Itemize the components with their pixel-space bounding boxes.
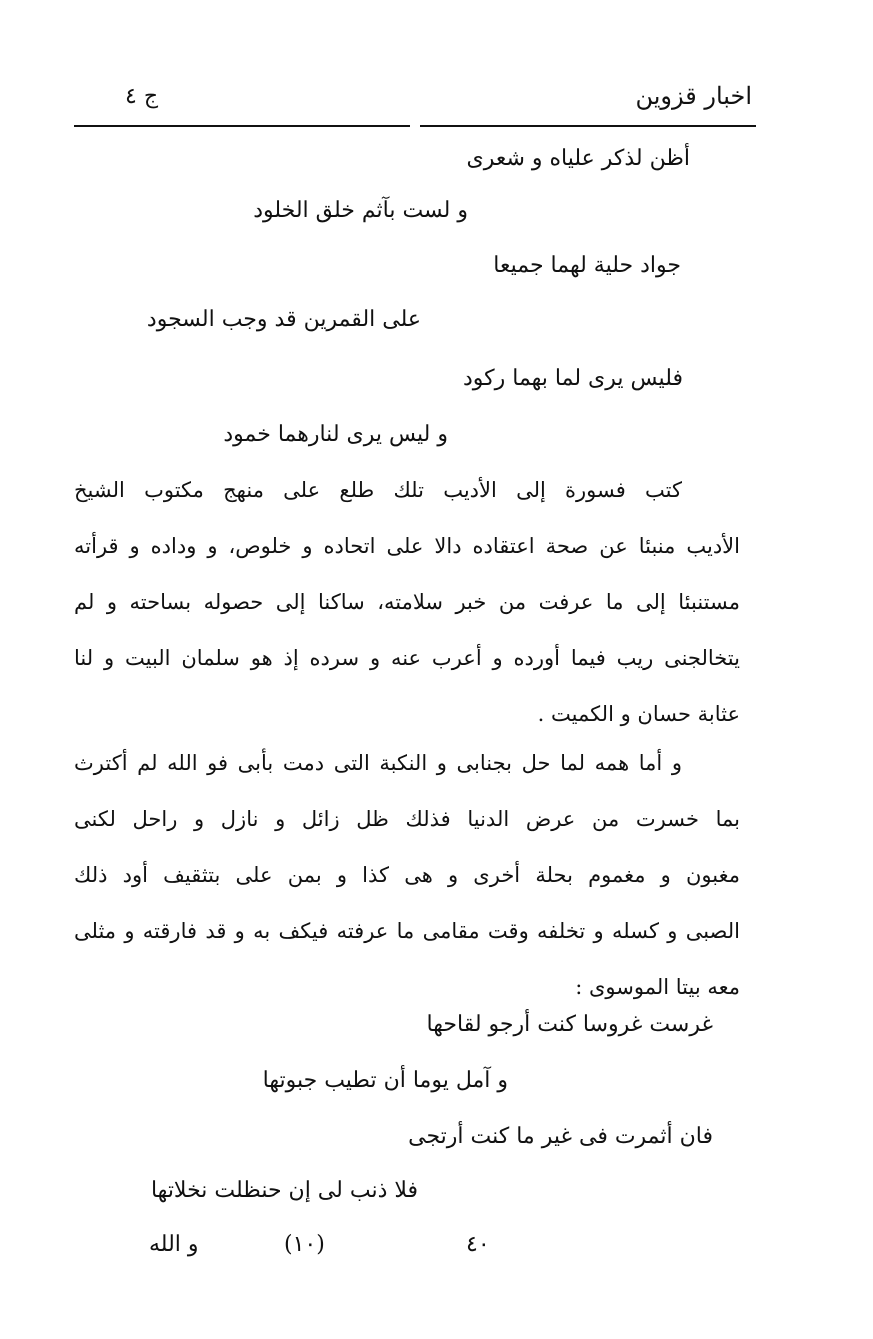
- text-line: بما خسرت من عرض الدنيا فذلك ظل زائل و نازل و راحل لكنى: [74, 807, 740, 831]
- verse-line: فليس يرى لما بهما ركود: [462, 366, 683, 391]
- page-footer: [74, 1232, 764, 1272]
- verse-line: و آمل يوما أن تطيب جبوتها: [262, 1068, 508, 1093]
- text-line: الصبى و كسله و تخلفه وقت مقامى ما عرفته فيكف به و قد فارقته و مثلى: [74, 919, 740, 943]
- verse-line: فلا ذنب لى إن حنظلت نخلاتها: [150, 1178, 418, 1203]
- running-title: اخبار قزوين: [635, 82, 752, 110]
- text-line: معه بيتا الموسوى :: [575, 975, 740, 999]
- paragraph: [74, 462, 740, 742]
- verse-line: أظن لذكر علياه و شعرى: [466, 146, 690, 171]
- text-line: مستنبئا إلى ما عرفت من خبر سلامته، ساكنا إلى حصوله بساحته و لم: [74, 590, 740, 614]
- verse-line: فان أثمرت فى غير ما كنت أرتجى: [408, 1124, 713, 1149]
- catchword: و الله: [149, 1232, 199, 1257]
- verse-line: غرست غروسا كنت أرجو لقاحها: [426, 1012, 713, 1037]
- running-header: [70, 78, 760, 118]
- part-number: ج ٤: [125, 84, 159, 109]
- text-line: الأديب منبئا عن صحة اعتقاده دالا على اتحاده و خلوص، و وداده و قرأته: [74, 534, 740, 558]
- verse-line: على القمرين قد وجب السجود: [146, 307, 421, 332]
- text-line: مغبون و مغموم بحلة أخرى و هى كذا و بمن على بتثقيف أود ذلك: [74, 863, 740, 887]
- header-rule-left: [74, 125, 410, 127]
- signature-mark: (١٠): [284, 1232, 325, 1257]
- verse-line: و ليس يرى لنارهما خمود: [223, 422, 448, 447]
- text-line: يتخالجنى ريب فيما أورده و أعرب عنه و سرده إذ هو سلمان البيت و لنا: [74, 646, 740, 670]
- verse-line: جواد حلية لهما جميعا: [493, 253, 681, 278]
- paragraph: [74, 735, 740, 1015]
- header-rule-right: [420, 125, 756, 127]
- page-number: ٤٠: [466, 1232, 490, 1257]
- verse-line: و لست بآثم خلق الخلود: [253, 198, 468, 223]
- text-line: عثابة حسان و الكميت .: [537, 702, 740, 726]
- text-line: و أما همه لما حل بجنابى و النكبة التى دمت بأبى فو الله لم أكترث: [74, 751, 682, 775]
- text-line: كتب فسورة إلى الأديب تلك طلع على منهج مكتوب الشيخ: [74, 478, 682, 502]
